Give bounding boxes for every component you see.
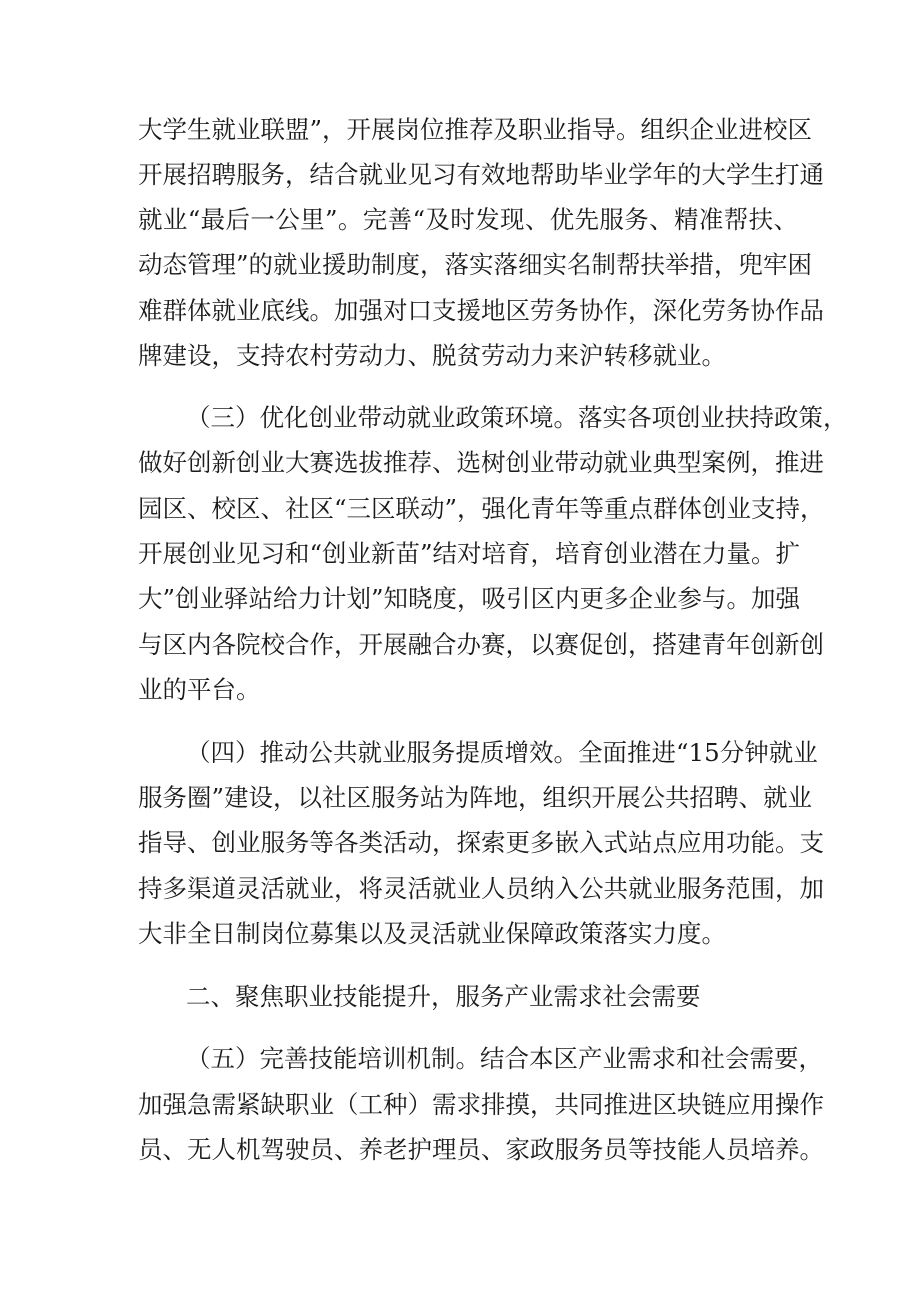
text-line: 大非全日制岗位募集以及灵活就业保障政策落实力度。 bbox=[138, 919, 726, 948]
text-line: 就业“最后一公里”。完善“及时发现、优先服务、精准帮扶、 bbox=[138, 205, 798, 234]
section-heading-2: 二、聚焦职业技能提升，服务产业需求社会需要 bbox=[186, 982, 701, 1011]
text-line: 与区内各院校合作，开展融合办赛，以赛促创，搭建青年创新创 bbox=[138, 630, 824, 659]
paragraph-heading-4: （四）推动公共就业服务提质增效。全面推进“15分钟就业 bbox=[186, 738, 818, 767]
text-line: 持多渠道灵活就业，将灵活就业人员纳入公共就业服务范围，加 bbox=[138, 874, 824, 903]
text-line: 开展招聘服务，结合就业见习有效地帮助毕业学年的大学生打通 bbox=[138, 160, 824, 189]
text-line: 大学生就业联盟”，开展岗位推荐及职业指导。组织企业进校区 bbox=[138, 115, 813, 144]
text-line: 员、无人机驾驶员、养老护理员、家政服务员等技能人员培养。 bbox=[138, 1135, 824, 1164]
text-line: 开展创业见习和“创业新苗”结对培育，培育创业潜在力量。扩 bbox=[138, 539, 801, 568]
paragraph-heading-3: （三）优化创业带动就业政策环境。落实各项创业扶持政策， bbox=[186, 403, 848, 432]
text-line: 服务圈”建设，以社区服务站为阵地，组织开展公共招聘、就业 bbox=[138, 783, 813, 812]
text-line: 指导、创业服务等各类活动，探索更多嵌入式站点应用功能。支 bbox=[138, 828, 824, 857]
paragraph-heading-5: （五）完善技能培训机制。结合本区产业需求和社会需要， bbox=[186, 1044, 823, 1073]
text-line: 大”创业驿站给力计划”知晓度，吸引区内更多企业参与。加强 bbox=[138, 584, 801, 613]
text-line: 难群体就业底线。加强对口支援地区劳务协作，深化劳务协作品 bbox=[138, 296, 824, 325]
text-line: 园区、校区、社区“三区联动”，强化青年等重点群体创业支持， bbox=[138, 494, 825, 523]
text-line: 牌建设，支持农村劳动力、脱贫劳动力来沪转移就业。 bbox=[138, 341, 726, 370]
text-line: 做好创新创业大赛选拔推荐、选树创业带动就业典型案例，推进 bbox=[138, 448, 824, 477]
text-line: 动态管理”的就业援助制度，落实落细实名制帮扶举措，兜牢困 bbox=[138, 250, 813, 279]
text-line: 加强急需紧缺职业（工种）需求排摸，共同推进区块链应用操作 bbox=[138, 1090, 824, 1119]
text-line: 业的平台。 bbox=[138, 675, 261, 704]
